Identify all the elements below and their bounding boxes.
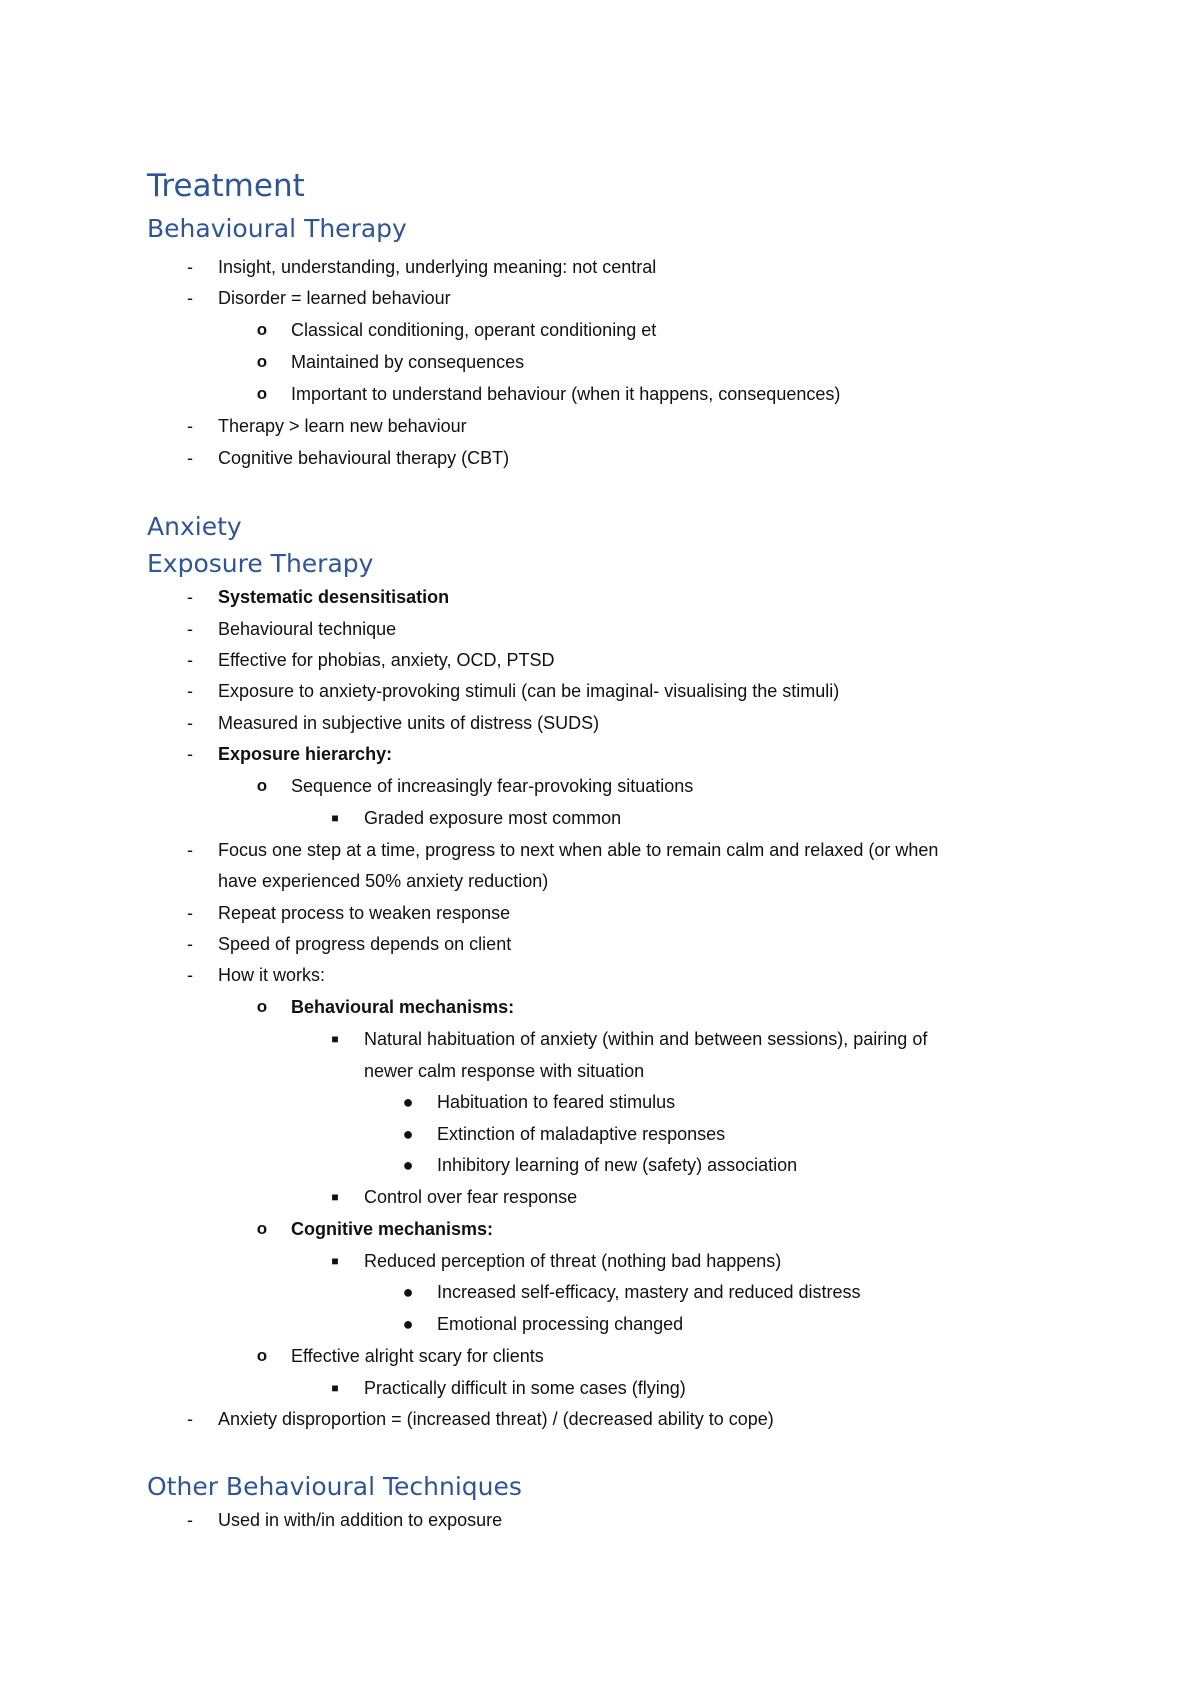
circle-bullet: o (256, 1346, 268, 1365)
dash-bullet: - (187, 965, 193, 985)
dash-bullet: - (187, 257, 193, 277)
list-item-text: Sequence of increasingly fear-provoking situations (291, 776, 694, 796)
dash-bullet: - (187, 840, 193, 860)
list-item-text: Disorder = learned behaviour (218, 288, 451, 308)
list-item-text: Effective for phobias, anxiety, OCD, PTSD (218, 650, 555, 670)
dash-bullet: - (187, 713, 193, 733)
list-item-text: Measured in subjective units of distress (SUDS) (218, 713, 600, 733)
list-item-text: Cognitive mechanisms: (291, 1219, 494, 1239)
circle-bullet: o (256, 776, 268, 795)
list-item-text: Behavioural mechanisms: (291, 997, 515, 1017)
section-heading-exposure-therapy: Exposure Therapy (147, 549, 374, 578)
square-bullet: ■ (331, 1381, 339, 1395)
list-item-text-continued: newer calm response with situation (364, 1061, 645, 1081)
list-item-text: Practically difficult in some cases (flying) (364, 1378, 686, 1398)
dash-bullet: - (187, 934, 193, 954)
square-bullet: ■ (331, 811, 339, 825)
section-heading-other-behavioural-techniques: Other Behavioural Techniques (147, 1472, 522, 1501)
list-item-text: Extinction of maladaptive responses (437, 1124, 726, 1144)
dash-bullet: - (187, 619, 193, 639)
section-heading-behavioural-therapy: Behavioural Therapy (147, 214, 407, 243)
section-heading-anxiety: Anxiety (147, 512, 242, 541)
circle-bullet: o (256, 1219, 268, 1238)
square-bullet: ■ (331, 1190, 339, 1204)
list-item-text: Therapy > learn new behaviour (218, 416, 467, 436)
list-item-text: Maintained by consequences (291, 352, 525, 372)
list-item-text: Focus one step at a time, progress to next when able to remain calm and relaxed (or when (218, 840, 939, 860)
dash-bullet: - (187, 288, 193, 308)
list-item-text: Systematic desensitisation (218, 587, 450, 607)
circle-bullet: o (256, 997, 268, 1016)
dash-bullet: - (187, 681, 193, 701)
dot-bullet: ● (402, 1282, 414, 1302)
dash-bullet: - (187, 448, 193, 468)
list-item-text: Behavioural technique (218, 619, 397, 639)
list-item-text: Important to understand behaviour (when it happens, consequences) (291, 384, 841, 404)
dot-bullet: ● (402, 1124, 414, 1144)
dot-bullet: ● (402, 1092, 414, 1112)
page-title: Treatment (147, 168, 305, 204)
list-item-text: Habituation to feared stimulus (437, 1092, 676, 1112)
list-item-text: Classical conditioning, operant conditioning et (291, 320, 657, 340)
list-item-text: Exposure to anxiety-provoking stimuli (can be imaginal- visualising the stimuli) (218, 681, 840, 701)
square-bullet: ■ (331, 1032, 339, 1046)
list-item-text: Repeat process to weaken response (218, 903, 511, 923)
list-item-text: Increased self-efficacy, mastery and reduced distress (437, 1282, 861, 1302)
dash-bullet: - (187, 1409, 193, 1429)
dot-bullet: ● (402, 1314, 414, 1334)
circle-bullet: o (256, 352, 268, 371)
list-item-text-continued: have experienced 50% anxiety reduction) (218, 871, 549, 891)
dash-bullet: - (187, 1510, 193, 1530)
list-item-text: Reduced perception of threat (nothing bad happens) (364, 1251, 782, 1271)
list-item-text: Natural habituation of anxiety (within and between sessions), pairing of (364, 1029, 928, 1049)
list-item-text: Emotional processing changed (437, 1314, 684, 1334)
square-bullet: ■ (331, 1254, 339, 1268)
dash-bullet: - (187, 744, 193, 764)
list-item-text: Exposure hierarchy: (218, 744, 393, 764)
circle-bullet: o (256, 384, 268, 403)
list-item-text: Anxiety disproportion = (increased threat) / (decreased ability to cope) (218, 1409, 774, 1429)
list-item-text: Effective alright scary for clients (291, 1346, 544, 1366)
list-item-text: How it works: (218, 965, 326, 985)
circle-bullet: o (256, 320, 268, 339)
dash-bullet: - (187, 416, 193, 436)
list-item-text: Insight, understanding, underlying meaning: not central (218, 257, 657, 277)
list-item-text: Cognitive behavioural therapy (CBT) (218, 448, 510, 468)
dash-bullet: - (187, 650, 193, 670)
list-item-text: Graded exposure most common (364, 808, 622, 828)
dash-bullet: - (187, 587, 193, 607)
list-item-text: Inhibitory learning of new (safety) association (437, 1155, 798, 1175)
list-item-text: Control over fear response (364, 1187, 578, 1207)
dash-bullet: - (187, 903, 193, 923)
dot-bullet: ● (402, 1155, 414, 1175)
list-item-text: Used in with/in addition to exposure (218, 1510, 503, 1530)
list-item-text: Speed of progress depends on client (218, 934, 512, 954)
